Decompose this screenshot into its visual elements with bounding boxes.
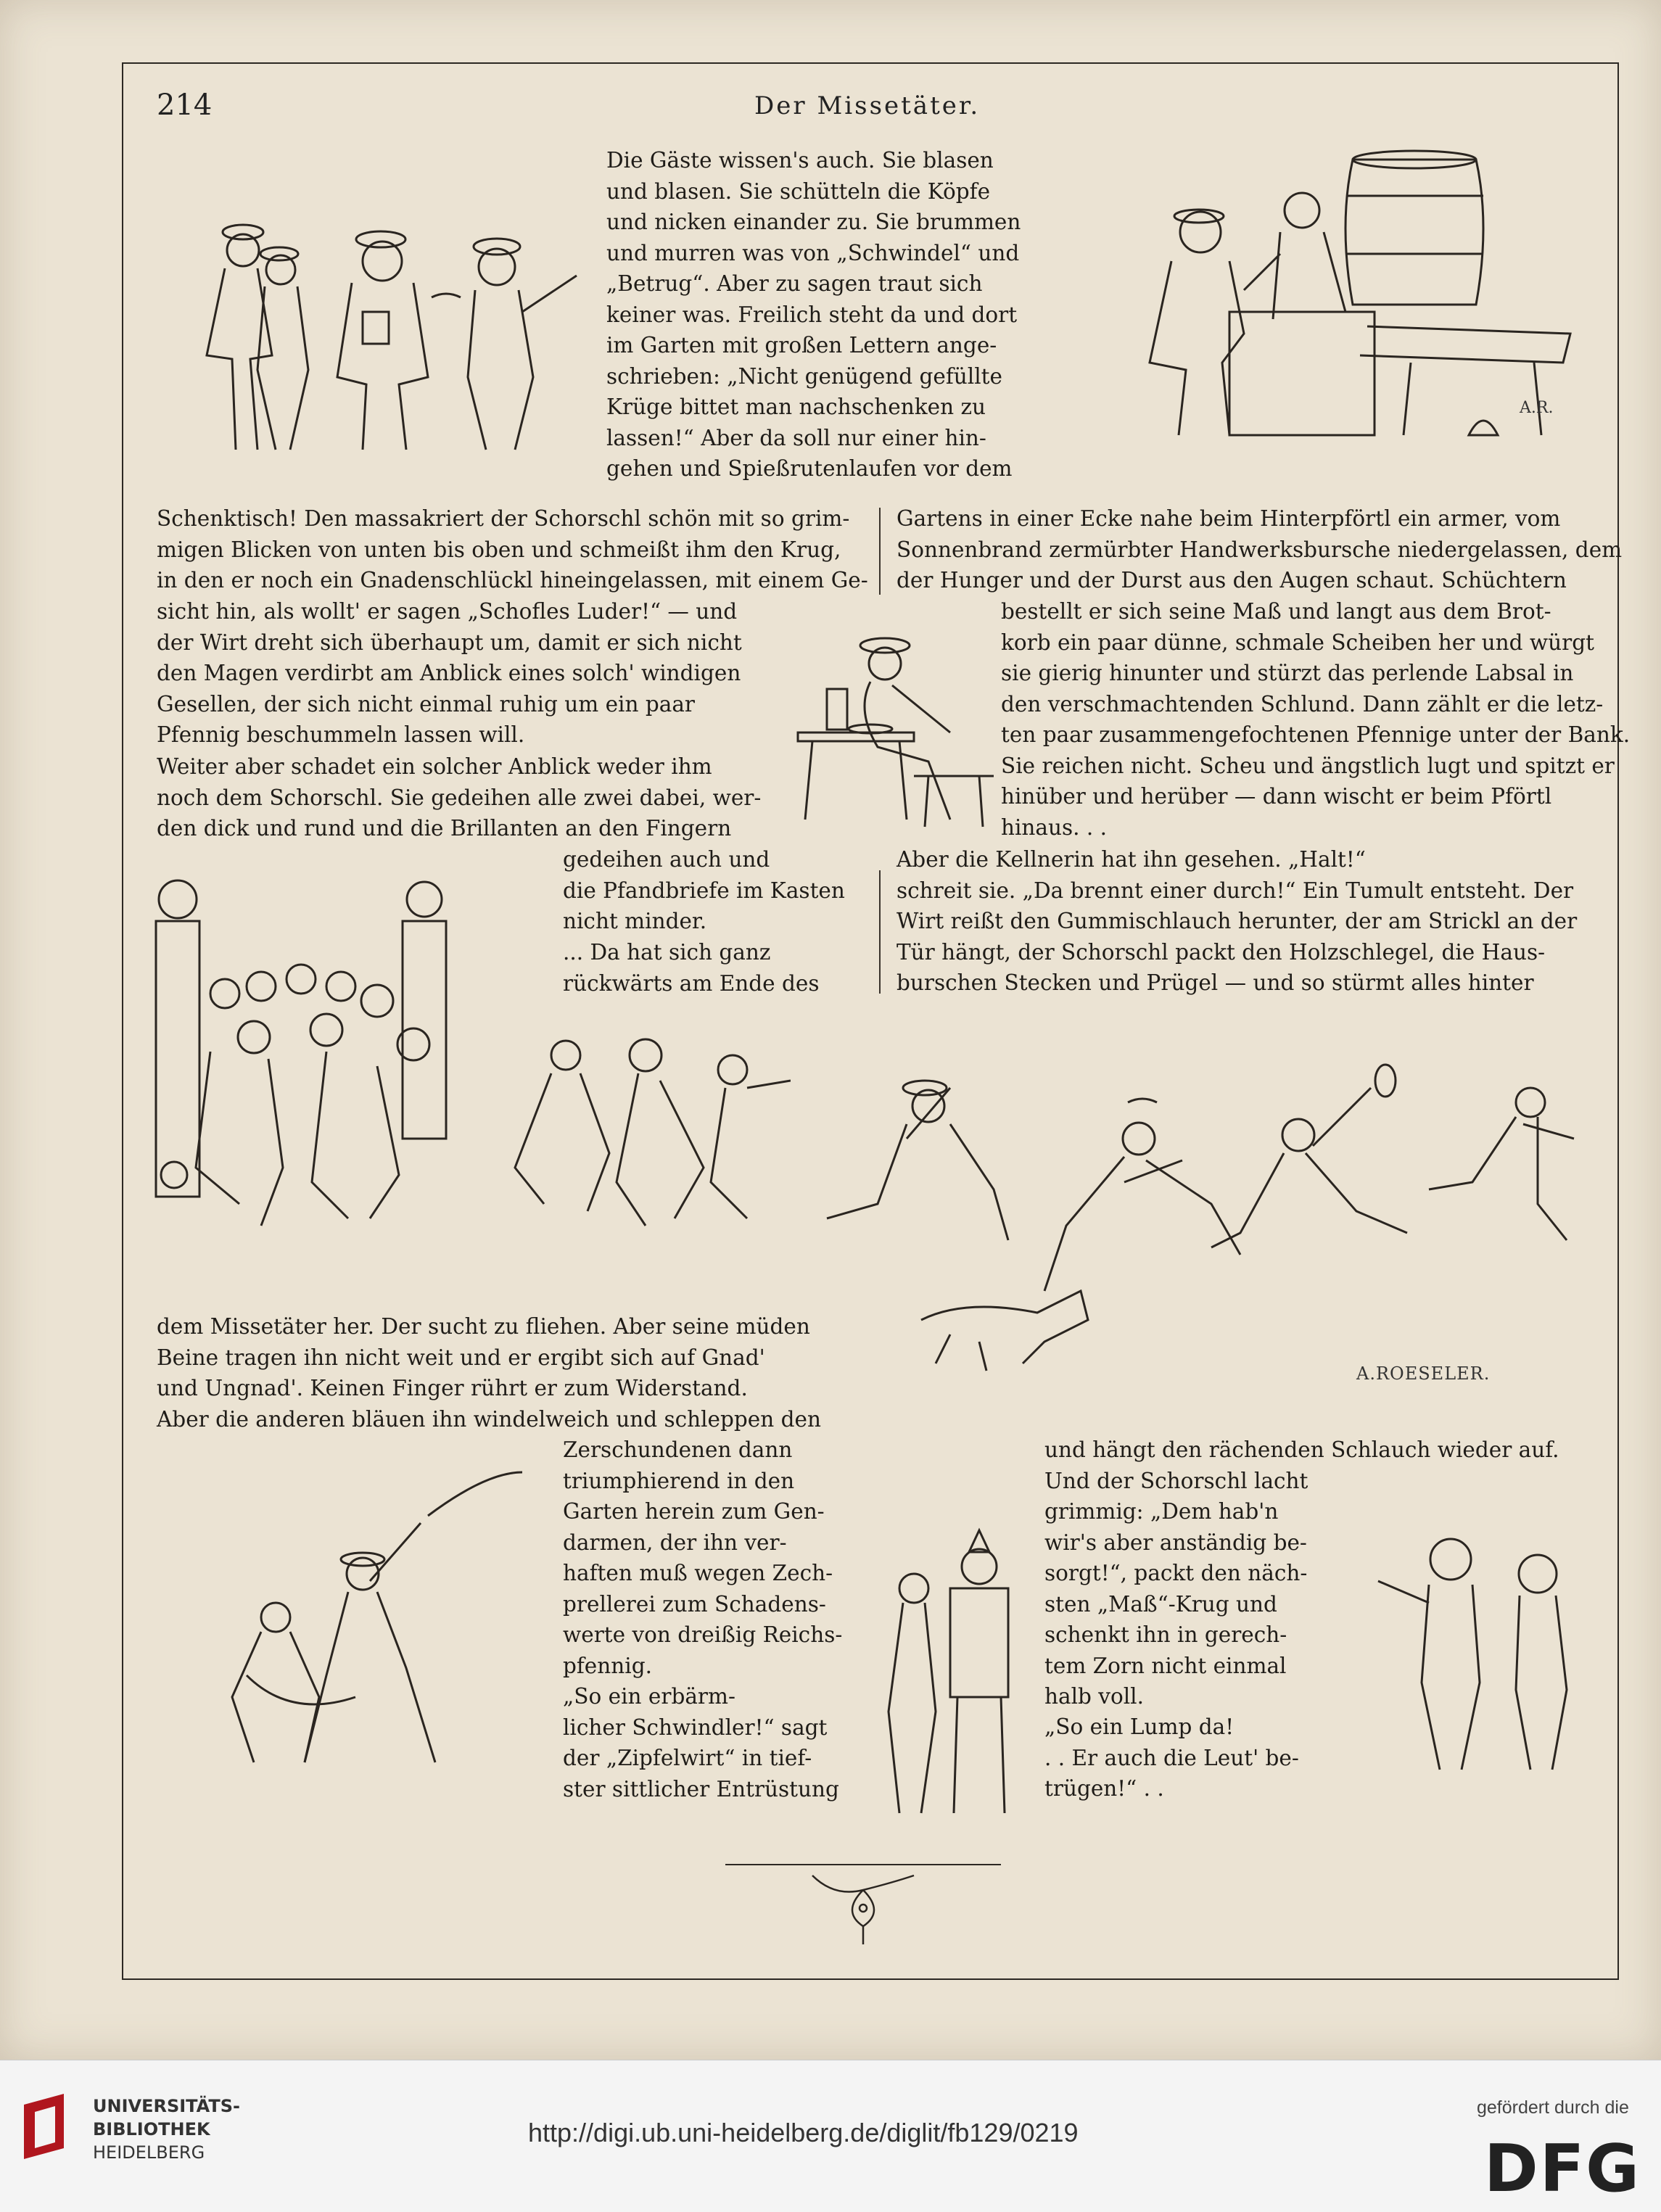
paragraph-12: „So ein erbärm- licher Schwindler!“ sagt der „Zipfelwirt“ in tief- ster sittlicher Entrüstung <box>563 1684 839 1802</box>
running-title: Der Missetäter. <box>754 91 981 120</box>
paragraph-3: sicht hin, als wollt' er sagen „Schofles Luder!“ — und der Wirt dreht sich überhaupt um, damit er sich nicht den Magen verdirbt am Anblick eines solch' windigen Gesellen, der sich nicht einmal ruhig um ein paar Pfennig beschummeln lassen will. <box>157 599 742 747</box>
closing-ornament <box>798 1868 928 1948</box>
paragraph-6: ... Da hat sich ganz rückwärts am Ende des <box>563 940 820 996</box>
illustration-guests-with-mugs <box>156 189 584 464</box>
column-rule-upper <box>879 508 881 595</box>
page-number: 214 <box>157 88 213 122</box>
paragraph-11: Zerschundenen dann triumphierend in den Garten herein zum Gen- darmen, der ihn ver- haften muß wegen Zech- prellerei zum Schadens- werte von dreißig Reichs- pfennig. <box>563 1437 843 1678</box>
library-name-line-3: HEIDELBERG <box>93 2142 205 2163</box>
illustration-crowd-at-gate <box>138 863 791 1240</box>
signature-ar: A.R. <box>1520 399 1554 417</box>
paragraph-1: Die Gäste wissen's auch. Sie blasen und blasen. Sie schütteln die Köpfe und nicken einander zu. Sie brummen und murren was von „Schwindel“ und „Betrug“. Aber zu sagen traut sich keiner was. Freilich steht da und dort im Garten mit großen Lettern ange- schrieben: „Nicht genügend gefüllte Krüge bittet man nachschenken zu lassen!“ Aber da soll nur einer hin- gehen und Spießrutenlaufen vor dem <box>606 148 1021 481</box>
illustration-bartender-barrel <box>1063 145 1585 457</box>
dfg-logo: DFG <box>1484 2131 1641 2207</box>
paragraph-13: und hängt den rächenden Schlauch wieder auf. Und der Schorschl lacht grimmig: „Dem hab'n wir's aber anständig be- sorgt!“, packt den näch- sten „Maß“-Krug und schenkt ihn in gerech- tem Zorn nicht einmal halb voll. <box>1044 1437 1559 1709</box>
illustration-two-men-laughing <box>1349 1516 1596 1777</box>
library-name-line-2: BIBLIOTHEK <box>93 2119 210 2139</box>
illustration-journeyman-at-table <box>783 624 1001 834</box>
paragraph-7: Gartens in einer Ecke nahe beim Hinterpförtl ein armer, vom Sonnenbrand zermürbter Handwerksbursche niedergelassen, dem der Hunger und der Durst aus den Augen schaut. Schüchtern <box>897 506 1623 593</box>
paragraph-9: Aber die Kellnerin hat ihn gesehen. „Halt!“ schreit sie. „Da brennt einer durch!“ Ein Tumult entsteht. Der Wirt reißt den Gummischlauch herunter, der am Strickl an der Tür hängt, der Schorschl packt den Holzschlegel, die Haus- burschen Stecken und Prügel — und so stürmt alles hinter <box>897 847 1578 995</box>
paragraph-2: Schenktisch! Den massakriert der Schorschl schön mit so grim- migen Blicken von unten bis oben und schmeißt ihm den Krug, in den er noch ein Gnadenschlückl hineingelassen, mit einem Ge- <box>157 506 868 593</box>
paragraph-5: gedeihen auch und die Pfandbriefe im Kasten nicht minder. <box>563 847 845 933</box>
funded-by-label: gefördert durch die <box>1477 2097 1629 2118</box>
library-name-line-1: UNIVERSITÄTS- <box>93 2096 241 2116</box>
column-rule-middle <box>879 870 881 994</box>
illustration-chase-sequence <box>805 1015 1610 1392</box>
digitization-url-link[interactable]: http://digi.ub.uni-heidelberg.de/diglit/fb129/0219 <box>528 2118 1079 2147</box>
illustration-beating-scene <box>189 1458 551 1777</box>
paragraph-4: Weiter aber schadet ein solcher Anblick weder ihm noch dem Schorschl. Sie gedeihen alle zwei dabei, wer- den dick und rund und die Brillanten an den Fingern <box>157 754 762 841</box>
signature-roeseler: A.ROESELER. <box>1356 1363 1491 1384</box>
illustration-gendarme <box>870 1523 1052 1828</box>
closing-rule <box>725 1864 1001 1865</box>
university-library-logo-icon <box>20 2090 81 2163</box>
paragraph-8: bestellt er sich seine Maß und langt aus dem Brot- korb ein paar dünne, schmale Scheiben her und würgt sie gierig hinunter und stürzt das perlende Labsal in den verschmachtenden Schlund. Dann zählt er die letz- ten paar zusammengefochtenen Pfennige unter der Bank. Sie reichen nicht. Scheu und ängstlich lugt und spitzt er hinüber und herüber — dann wischt er beim Pförtl hinaus. . . <box>1001 599 1631 840</box>
paragraph-14: „So ein Lump da! . . Er auch die Leut' be- trügen!“ . . <box>1044 1714 1299 1801</box>
paragraph-10: dem Missetäter her. Der sucht zu fliehen. Aber seine müden Beine tragen ihn nicht weit und er ergibt sich auf Gnad' und Ungnad'. Keinen Finger rührt er zum Widerstand. Aber die anderen bläuen ihn windelweich und schleppen den <box>157 1314 821 1432</box>
